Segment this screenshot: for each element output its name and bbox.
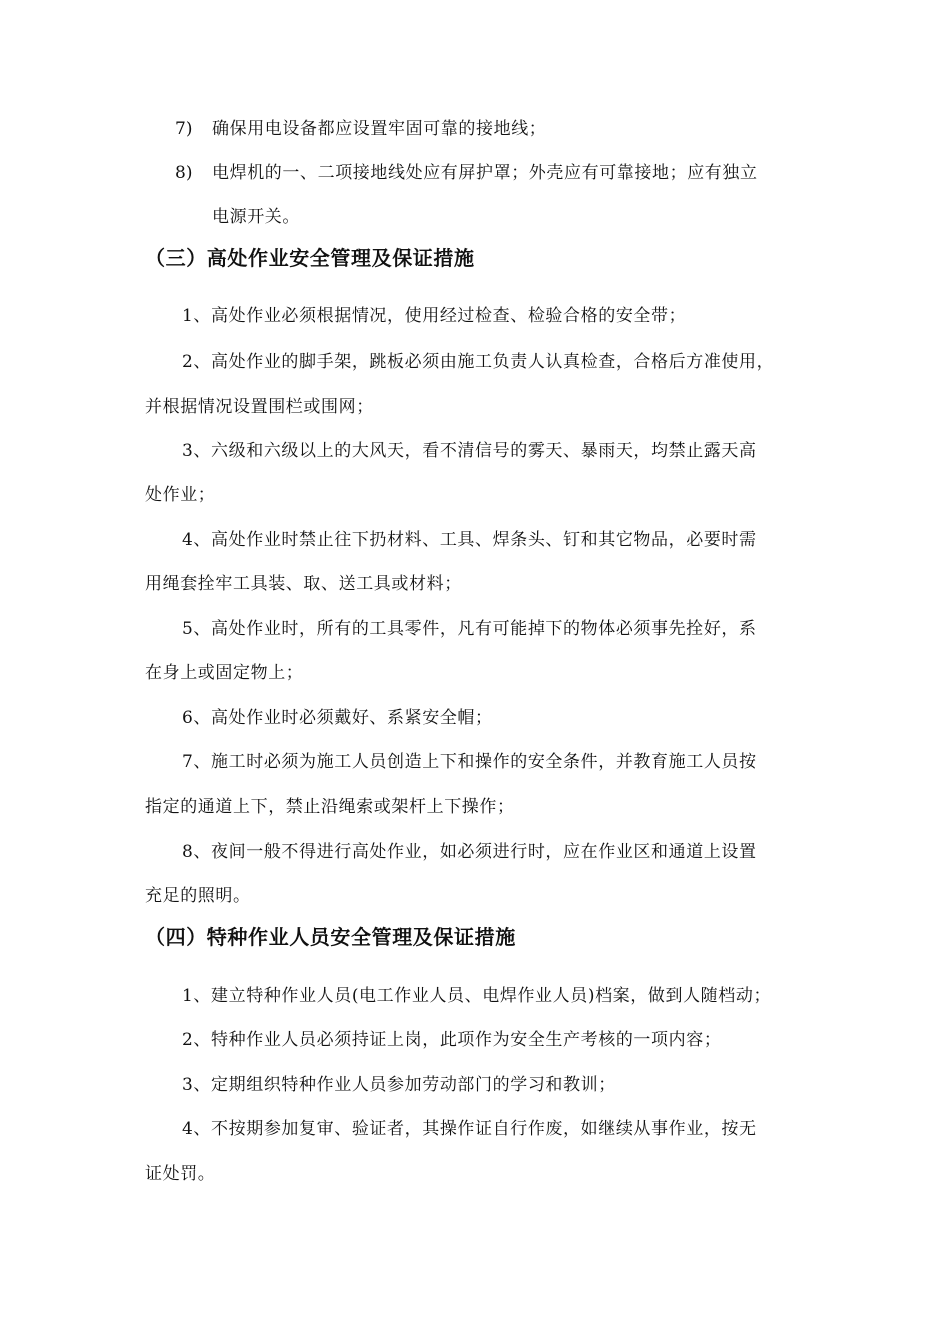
section-3-item-4-line2: 用绳套拴牢工具装、取、送工具或材料； [145,574,462,594]
list-item-7-text: 确保用电设备都应设置牢固可靠的接地线； [212,119,547,139]
section-3-item-4-line1: 4、高处作业时禁止往下扔材料、工具、焊条头、钉和其它物品，必要时需 [182,530,757,550]
section-3-item-5-line1: 5、高处作业时，所有的工具零件，凡有可能掉下的物体必须事先拴好，系 [182,619,757,639]
section-3-item-2-line2: 并根据情况设置围栏或围网； [145,397,374,417]
section-3-item-1: 1、高处作业必须根据情况，使用经过检查、检验合格的安全带； [182,306,687,326]
section-3-item-2-line1: 2、高处作业的脚手架，跳板必须由施工负责人认真检查，合格后方准使用， [182,352,775,372]
section-4-item-2: 2、特种作业人员必须持证上岗，此项作为安全生产考核的一项内容； [182,1030,722,1050]
section-3-item-3-line1: 3、六级和六级以上的大风天，看不清信号的雾天、暴雨天，均禁止露天高 [182,441,757,461]
section-3-item-8-line1: 8、夜间一般不得进行高处作业，如必须进行时，应在作业区和通道上设置 [182,842,757,862]
section-4-item-1: 1、建立特种作业人员(电工作业人员、电焊作业人员)档案，做到人随档动； [182,986,772,1006]
section-4-item-4-line1: 4、不按期参加复审、验证者，其操作证自行作废，如继续从事作业，按无 [182,1119,757,1139]
section-3-item-3-line2: 处作业； [145,485,216,505]
section-3-item-7-line1: 7、施工时必须为施工人员创造上下和操作的安全条件，并教育施工人员按 [182,752,757,772]
section-4-item-4-line2: 证处罚。 [145,1164,216,1184]
section-3-item-8-line2: 充足的照明。 [145,886,251,906]
section-4-item-3: 3、定期组织特种作业人员参加劳动部门的学习和教训； [182,1075,616,1095]
list-item-8-line2: 电源开关。 [212,207,300,227]
section-3-item-6: 6、高处作业时必须戴好、系紧安全帽； [182,708,493,728]
list-number-7: 7) [175,119,193,139]
section-3-item-5-line2: 在身上或固定物上； [145,663,304,683]
section-4-heading: （四）特种作业人员安全管理及保证措施 [145,925,516,949]
list-number-8: 8) [175,163,193,183]
list-item-8-line1: 电焊机的一、二项接地线处应有屏护罩；外壳应有可靠接地；应有独立 [212,163,758,183]
section-3-heading: （三）高处作业安全管理及保证措施 [145,246,475,270]
section-3-item-7-line2: 指定的通道上下，禁止沿绳索或架杆上下操作； [145,797,515,817]
